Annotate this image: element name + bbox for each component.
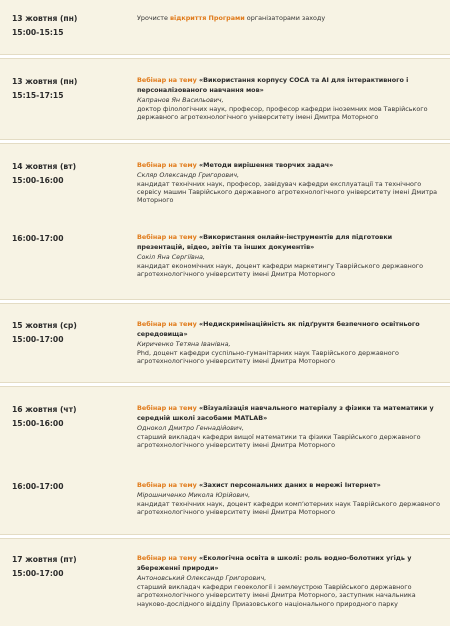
event-description (137, 553, 441, 608)
webinar-title: «Недискримінаційність як підґрунтя безпечного освітнього середовища» (137, 320, 420, 339)
webinar-prefix: Вебінар на тему (137, 320, 197, 328)
event-time: 15:00-17:00 (12, 569, 64, 578)
event-date: 17 жовтня (пт) (12, 555, 77, 564)
section-separator (0, 534, 450, 539)
section-separator (0, 139, 450, 144)
webinar-title: «Візуалізація навчального матеріалу з фізики та математики у середній школі засобами MATLAB» (137, 404, 434, 423)
event-date: 13 жовтня (пн) (12, 14, 78, 23)
speaker-info: Phd, доцент кафедри суспільно-гуманітарних наук Таврійського державного агротехнологічного університету імені Дмитра Моторного (137, 348, 399, 366)
webinar-prefix: Вебінар на тему (137, 404, 197, 412)
webinar-title: «Використання онлайн-інструментів для підготовки презентацій, відео, звітів та інших документів» (137, 233, 393, 252)
event-date: 14 жовтня (вт) (12, 162, 77, 171)
event-time: 15:00-15:15 (12, 28, 64, 37)
speaker-info: доктор філологічних наук, професор, професор кафедри іноземних мов Таврійського державного агротехнологічного університету імені Дмитра Моторного (137, 104, 428, 122)
event-description (137, 13, 441, 23)
webinar-title: «Методи вирішення творчих задач» (196, 161, 334, 169)
webinar-prefix: Вебінар на тему (137, 76, 197, 84)
speaker-info: кандидат економічних наук, доцент кафедри маркетингу Таврійського державного агротехнологічного університету імені Дмитра Моторного (137, 261, 424, 279)
speaker-info: старший викладач кафедри геоекології і землеустрою Таврійського державного агротехнологічного університету імені Дмитра Моторного, заступник начальника науково-дослідного відділу Приазовського національного природного парку (137, 582, 416, 608)
section-separator (0, 54, 450, 59)
webinar-title: «Екологічна освіта в школі: роль водно-болотних угідь у збереженні природи» (137, 554, 412, 573)
speaker-name: Кириченко Тетяна Іванівна, (137, 340, 231, 349)
webinar-prefix: Вебінар на тему (137, 233, 197, 241)
event-outro: організаторами заходу (244, 14, 326, 22)
speaker-name: Антоновський Олександр Григорович, (137, 574, 267, 583)
event-date: 13 жовтня (пн) (12, 77, 78, 86)
event-time: 15:15-17:15 (12, 91, 64, 100)
speaker-info: старший викладач кафедри вищої математики та фізики Таврійського державного агротехнологічного університету імені Дмитра Моторного (137, 432, 421, 450)
event-description (137, 232, 441, 279)
event-intro: Урочисте (137, 14, 170, 22)
event-description (137, 403, 441, 450)
speaker-name: Скляр Олександр Григорович, (137, 171, 240, 180)
webinar-prefix: Вебінар на тему (137, 554, 197, 562)
event-time: 16:00-17:00 (12, 234, 64, 243)
speaker-info: кандидат технічних наук, доцент кафедри комп’ютерних наук Таврійського державного агротехнологічного університету імені Дмитра Моторного (137, 499, 441, 517)
speaker-name: Капранов Ян Васильович, (137, 96, 224, 105)
event-description (137, 160, 441, 205)
event-date: 16 жовтня (чт) (12, 405, 77, 414)
event-time: 15:00-17:00 (12, 335, 64, 344)
speaker-name: Сокіл Яна Сергіївна, (137, 253, 205, 262)
event-description (137, 480, 441, 516)
speaker-name: Однокол Дмитро Геннадійович, (137, 424, 244, 433)
speaker-info: кандидат технічних наук, професор, завідувач кафедри експлуатації та технічного сервісу машин Таврійського державного агротехнологічного університету імені Дмитра Моторного (137, 179, 438, 205)
event-time: 15:00-16:00 (12, 419, 64, 428)
section-separator (0, 382, 450, 387)
event-description (137, 319, 441, 366)
webinar-title: «Використання корпусу COCA та AI для інтерактивного і персоналізованого навчання мов» (137, 76, 409, 95)
webinar-prefix: Вебінар на тему (137, 481, 197, 489)
section-separator (0, 299, 450, 304)
event-highlight: відкриття Програми (170, 14, 245, 22)
event-date: 15 жовтня (ср) (12, 321, 77, 330)
speaker-name: Мірошниченко Микола Юрійович, (137, 491, 251, 500)
webinar-title: «Захист персональних даних в мережі Інтернет» (196, 481, 381, 489)
event-description (137, 75, 441, 122)
event-time: 16:00-17:00 (12, 482, 64, 491)
webinar-prefix: Вебінар на тему (137, 161, 197, 169)
event-time: 15:00-16:00 (12, 176, 64, 185)
